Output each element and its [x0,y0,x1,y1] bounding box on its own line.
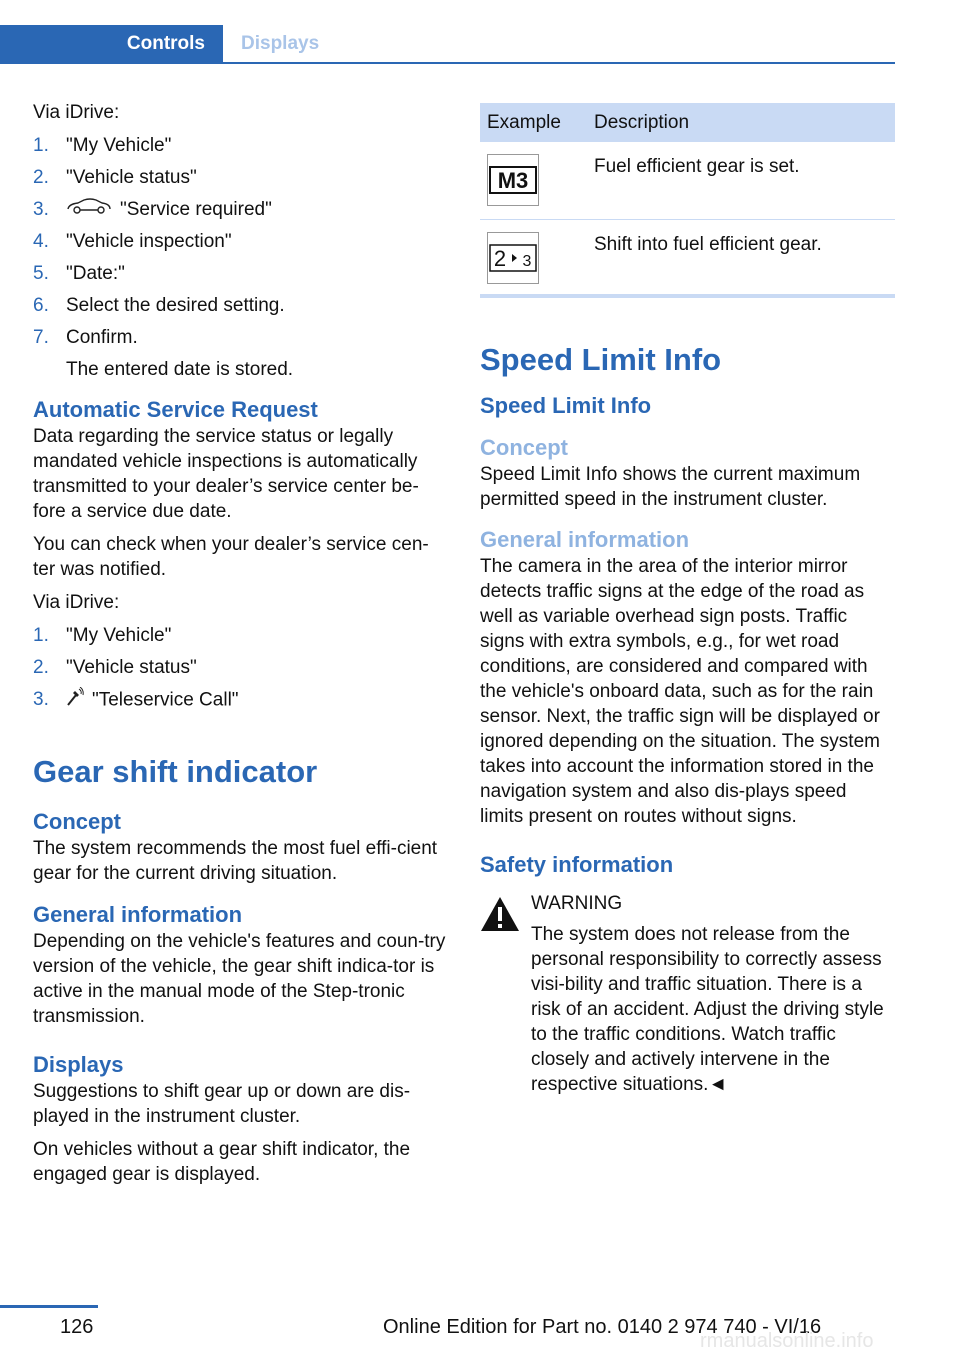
list-item: 1. "My Vehicle" [33,625,172,647]
table-header-description: Description [587,103,895,142]
edition-line: Online Edition for Part no. 0140 2 974 740 - VI/16 [383,1316,822,1338]
paragraph: Speed Limit Info shows the current maximum permitted speed in the instrument cluster. [480,464,861,510]
page-title: Gear shift indicator [33,754,318,790]
via-idrive-label: Via iDrive: [33,592,120,614]
gear-indicator-table [480,103,895,298]
page-title: Speed Limit Info [480,342,722,377]
list-item: 4. "Vehicle inspection" [33,231,232,253]
svg-text:2: 2 [493,246,507,271]
paragraph: Depending on the vehicle's features and coun-try version of the vehicle, the gear shift indica-tor is active in the manual mode of the Step-tronic transmission. [33,931,446,1028]
paragraph: You can check when your dealer’s service cen-ter was notified. [33,534,429,581]
right-column [480,100,895,1097]
section-heading: Safety information [480,852,674,877]
paragraph: The system recommends the most fuel effi-cient gear for the current driving situation. [33,838,438,885]
list-item: 2. "Vehicle status" [33,167,197,188]
car-service-icon [66,197,112,222]
paragraph: Suggestions to shift gear up or down are dis-played in the instrument cluster. [33,1081,411,1128]
section-heading: Concept [480,435,568,460]
paragraph: The camera in the area of the interior mirror detects traffic signs at the edge of the road as well as variable overhead sign posts. Traffic signs with extra symbols, e.g., for wet road conditions, are considered and compared with the vehicle's onboard data, such as for the rain sensor. Next, the traffic sign will be displayed or ignored depending on the situation. The system takes into account the information stored in the navigation system and also dis-plays speed limits present on routes without signs. [480,556,880,827]
table-cell: Fuel efficient gear is set. [587,142,895,220]
gear-m3-icon [487,154,539,206]
step-note: The entered date is stored. [66,359,294,381]
tab-controls[interactable]: Controls [0,25,223,62]
warning-icon [480,896,520,932]
left-column [33,100,448,1195]
svg-text:M3: M3 [497,168,529,193]
table-row [480,220,895,297]
via-idrive-label: Via iDrive: [33,102,120,123]
watermark: rmanualsonline.info [700,1330,874,1352]
header-tabs [0,25,895,64]
footer-divider [0,1305,98,1308]
svg-text:3: 3 [522,253,532,270]
table-row [480,142,895,220]
section-heading: Automatic Service Request [33,397,318,423]
list-item: 3. "Service required" [33,197,448,222]
section-heading: Displays [33,1052,124,1078]
list-item: 1. "My Vehicle" [33,135,172,156]
wrench-signal-icon [66,687,84,714]
list-item: 7. Confirm. [33,327,138,349]
list-item: 6. Select the desired setting. [33,295,285,317]
list-item: 2. "Vehicle status" [33,657,197,679]
table-header-example: Example [480,103,587,142]
warning-block [480,891,895,1097]
warning-label: WARNING [531,893,623,914]
warning-text: The system does not release from the personal responsibility to correctly assess visi-bility and traffic situation. There is a risk of an accident. Adjust the driving style to the traffic conditions. Watch traffic closely and actively intervene in the respective situations.◄ [531,924,884,1095]
section-heading: General information [33,902,243,928]
section-heading: Speed Limit Info [480,393,652,418]
list-item: 3. "Teleservice Call" [33,687,448,714]
table-cell: Shift into fuel efficient gear. [587,220,895,297]
tab-displays[interactable]: Displays [241,33,320,54]
paragraph: On vehicles without a gear shift indicator, the engaged gear is displayed. [33,1139,411,1186]
paragraph: Data regarding the service status or legally mandated vehicle inspections is automatically transmitted to your dealer’s service center be-fore a service due date. [33,426,419,523]
list-item: 5. "Date:" [33,263,125,285]
teleservice-steps-list [33,623,448,714]
section-heading: General information [480,527,690,552]
service-steps-list [33,133,448,350]
gear-shift-2-to-3-icon [487,232,539,284]
page-number: 126 [60,1316,94,1338]
section-heading: Concept [33,809,121,835]
